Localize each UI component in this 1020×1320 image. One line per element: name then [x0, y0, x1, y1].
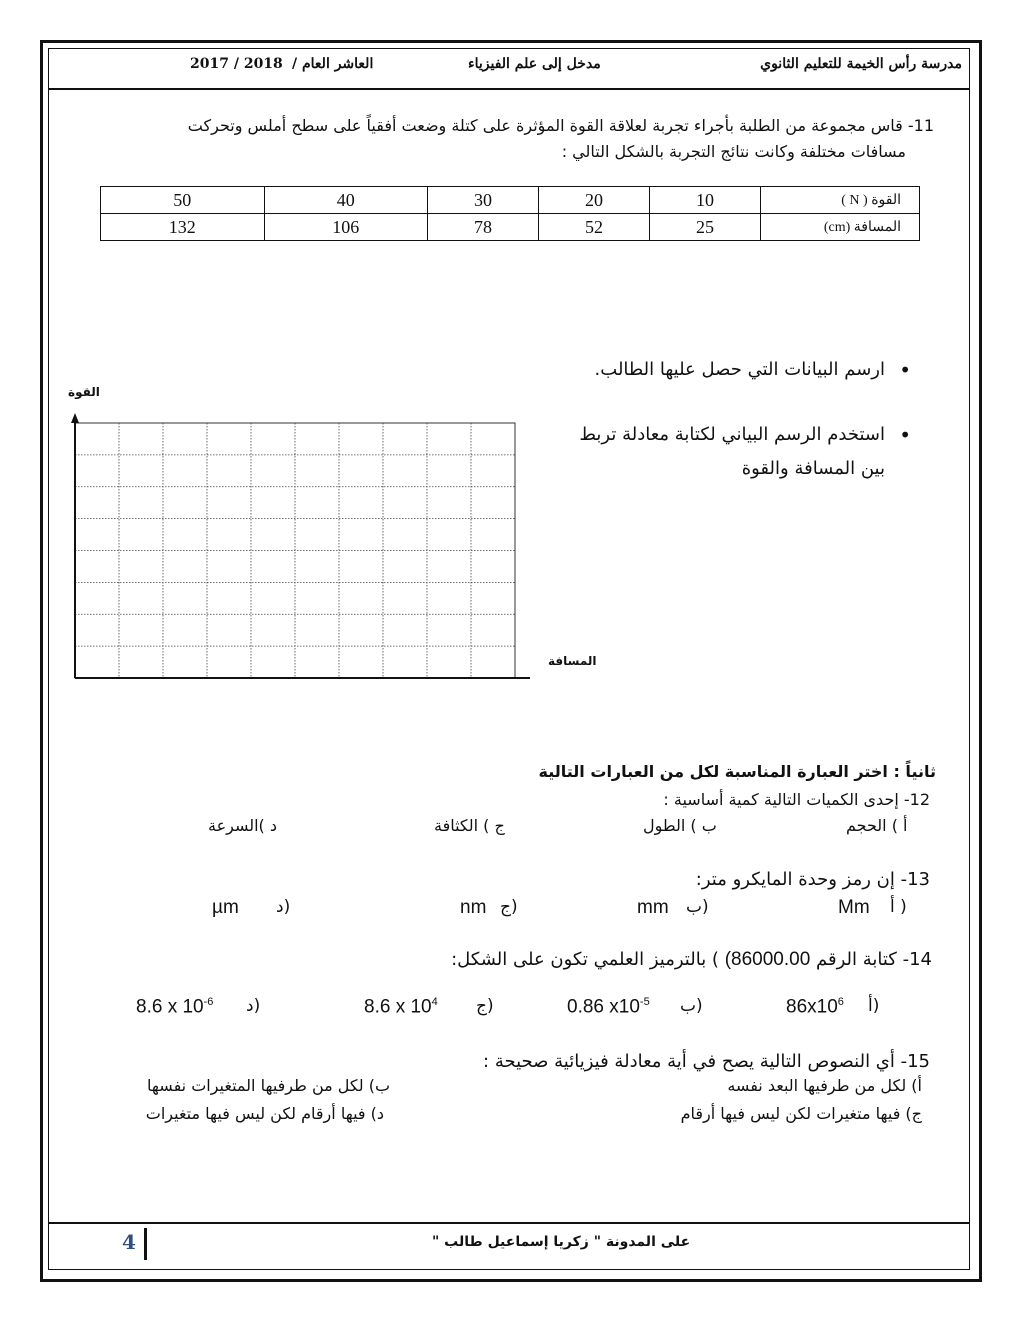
footer-blog: على المدونة " زكريا إسماعيل طالب "	[432, 1234, 691, 1250]
q13-option-b-value: mm	[637, 897, 669, 918]
footer-bar	[144, 1228, 147, 1260]
q15-stem: 15- أي النصوص التالية يصح في أية معادلة فيزيائية صحيحة :	[483, 1051, 930, 1072]
q14-option-a-value	[786, 996, 844, 1018]
q15-option-a: أ) لكل من طرفيها البعد نفسه	[727, 1076, 922, 1095]
q13-option-c-value: nm	[460, 897, 487, 918]
table-cell: 40	[264, 187, 428, 214]
q13-option-a-letter: أ )	[890, 897, 907, 917]
bullet-equation: • استخدم الرسم البياني لكتابة معادلة تربط	[485, 420, 885, 450]
q14-stem-prefix: 14- كتابة الرقم	[816, 949, 932, 970]
q14-c-base: 8.6 x 10	[364, 996, 432, 1018]
q14-stem	[372, 946, 932, 974]
q11-line2: مسافات مختلفة وكانت نتائج التجربة بالشكل التالي :	[561, 142, 906, 161]
table-cell: 106	[264, 214, 428, 241]
q15-option-b: ب) لكل من طرفيها المتغيرات نفسها	[147, 1076, 390, 1095]
footer-divider	[48, 1222, 970, 1224]
q14-b-base: 0.86 x10	[567, 996, 640, 1018]
q13-stem: 13- إن رمز وحدة المايكرو متر:	[695, 869, 930, 890]
table-cell: 78	[428, 214, 539, 241]
q14-option-c-value	[364, 996, 438, 1018]
q13-option-b-letter: ب)	[686, 897, 709, 917]
header-school: مدرسة رأس الخيمة للتعليم الثانوي	[760, 56, 962, 72]
y-axis-arrow-icon	[71, 413, 79, 423]
header-divider	[48, 88, 970, 90]
table-row-force	[101, 187, 920, 214]
header-year: 2017 / 2018	[190, 56, 283, 72]
q14-b-exp: -5	[639, 996, 650, 1008]
q13-option-d-value: µm	[212, 897, 239, 918]
q11-data-table	[100, 186, 920, 241]
q15-option-d: د) فيها أرقام لكن ليس فيها متغيرات	[145, 1104, 384, 1123]
table-row-distance	[101, 214, 920, 241]
header-grade: العاشر العام /	[292, 56, 374, 72]
q12-option-d: د )السرعة	[208, 816, 277, 835]
section2-title: ثانياً : اختر العبارة المناسبة لكل من العبارات التالية	[538, 762, 936, 781]
table-cell: 50	[101, 187, 265, 214]
q11-line1: 11- قاس مجموعة من الطلبة بأجراء تجربة لعلاقة القوة المؤثرة على كتلة وضعت أفقياً على سطح أملس وتحركت	[187, 116, 934, 135]
q14-option-a-letter: أ)	[868, 996, 880, 1016]
q12-option-b: ب ) الطول	[643, 816, 717, 835]
q12-option-c: ج ) الكثافة	[434, 816, 505, 835]
q12-stem: 12- إحدى الكميات التالية كمية أساسية :	[663, 790, 930, 809]
bullet-plot-data: • ارسم البيانات التي حصل عليها الطالب.	[485, 355, 885, 385]
q14-a-base: 86x10	[786, 996, 838, 1018]
table-cell: 20	[539, 187, 650, 214]
q14-c-exp: 4	[431, 996, 438, 1008]
q14-option-c-letter: ج)	[476, 996, 494, 1016]
q14-option-b-letter: ب)	[680, 996, 703, 1016]
table-cell: 132	[101, 214, 265, 241]
q14-d-base: 8.6 x 10	[136, 996, 204, 1018]
row-label-force: القوة ( N )	[761, 187, 920, 214]
graph-x-label: المسافة	[548, 654, 597, 668]
q14-option-b-value	[567, 996, 650, 1018]
row-label-distance: المسافة (cm)	[761, 214, 920, 241]
graph-y-label: القوة	[68, 385, 100, 399]
q14-option-d-letter: د)	[246, 996, 261, 1016]
q14-a-exp: 6	[837, 996, 844, 1008]
header-subject: مدخل إلى علم الفيزياء	[468, 56, 601, 72]
q14-option-d-value	[136, 996, 213, 1018]
table-cell: 10	[650, 187, 761, 214]
q13-option-a-value: Mm	[838, 897, 870, 918]
blank-graph	[60, 395, 540, 690]
page-number: 4	[122, 1230, 136, 1254]
graph-grid	[75, 423, 515, 678]
table-cell: 25	[650, 214, 761, 241]
q14-d-exp: -6	[203, 996, 214, 1008]
q13-option-c-letter: ج)	[500, 897, 518, 917]
q14-stem-number: (86000.00	[724, 949, 811, 970]
table-cell: 52	[539, 214, 650, 241]
bullet-equation-cont: بين المسافة والقوة	[741, 458, 885, 479]
q14-stem-suffix: ) بالترميز العلمي تكون على الشكل:	[451, 949, 719, 970]
q13-option-d-letter: د)	[276, 897, 291, 917]
table-cell: 30	[428, 187, 539, 214]
q15-option-c: ج) فيها متغيرات لكن ليس فيها أرقام	[680, 1104, 922, 1123]
q12-option-a: أ ) الحجم	[846, 816, 908, 835]
